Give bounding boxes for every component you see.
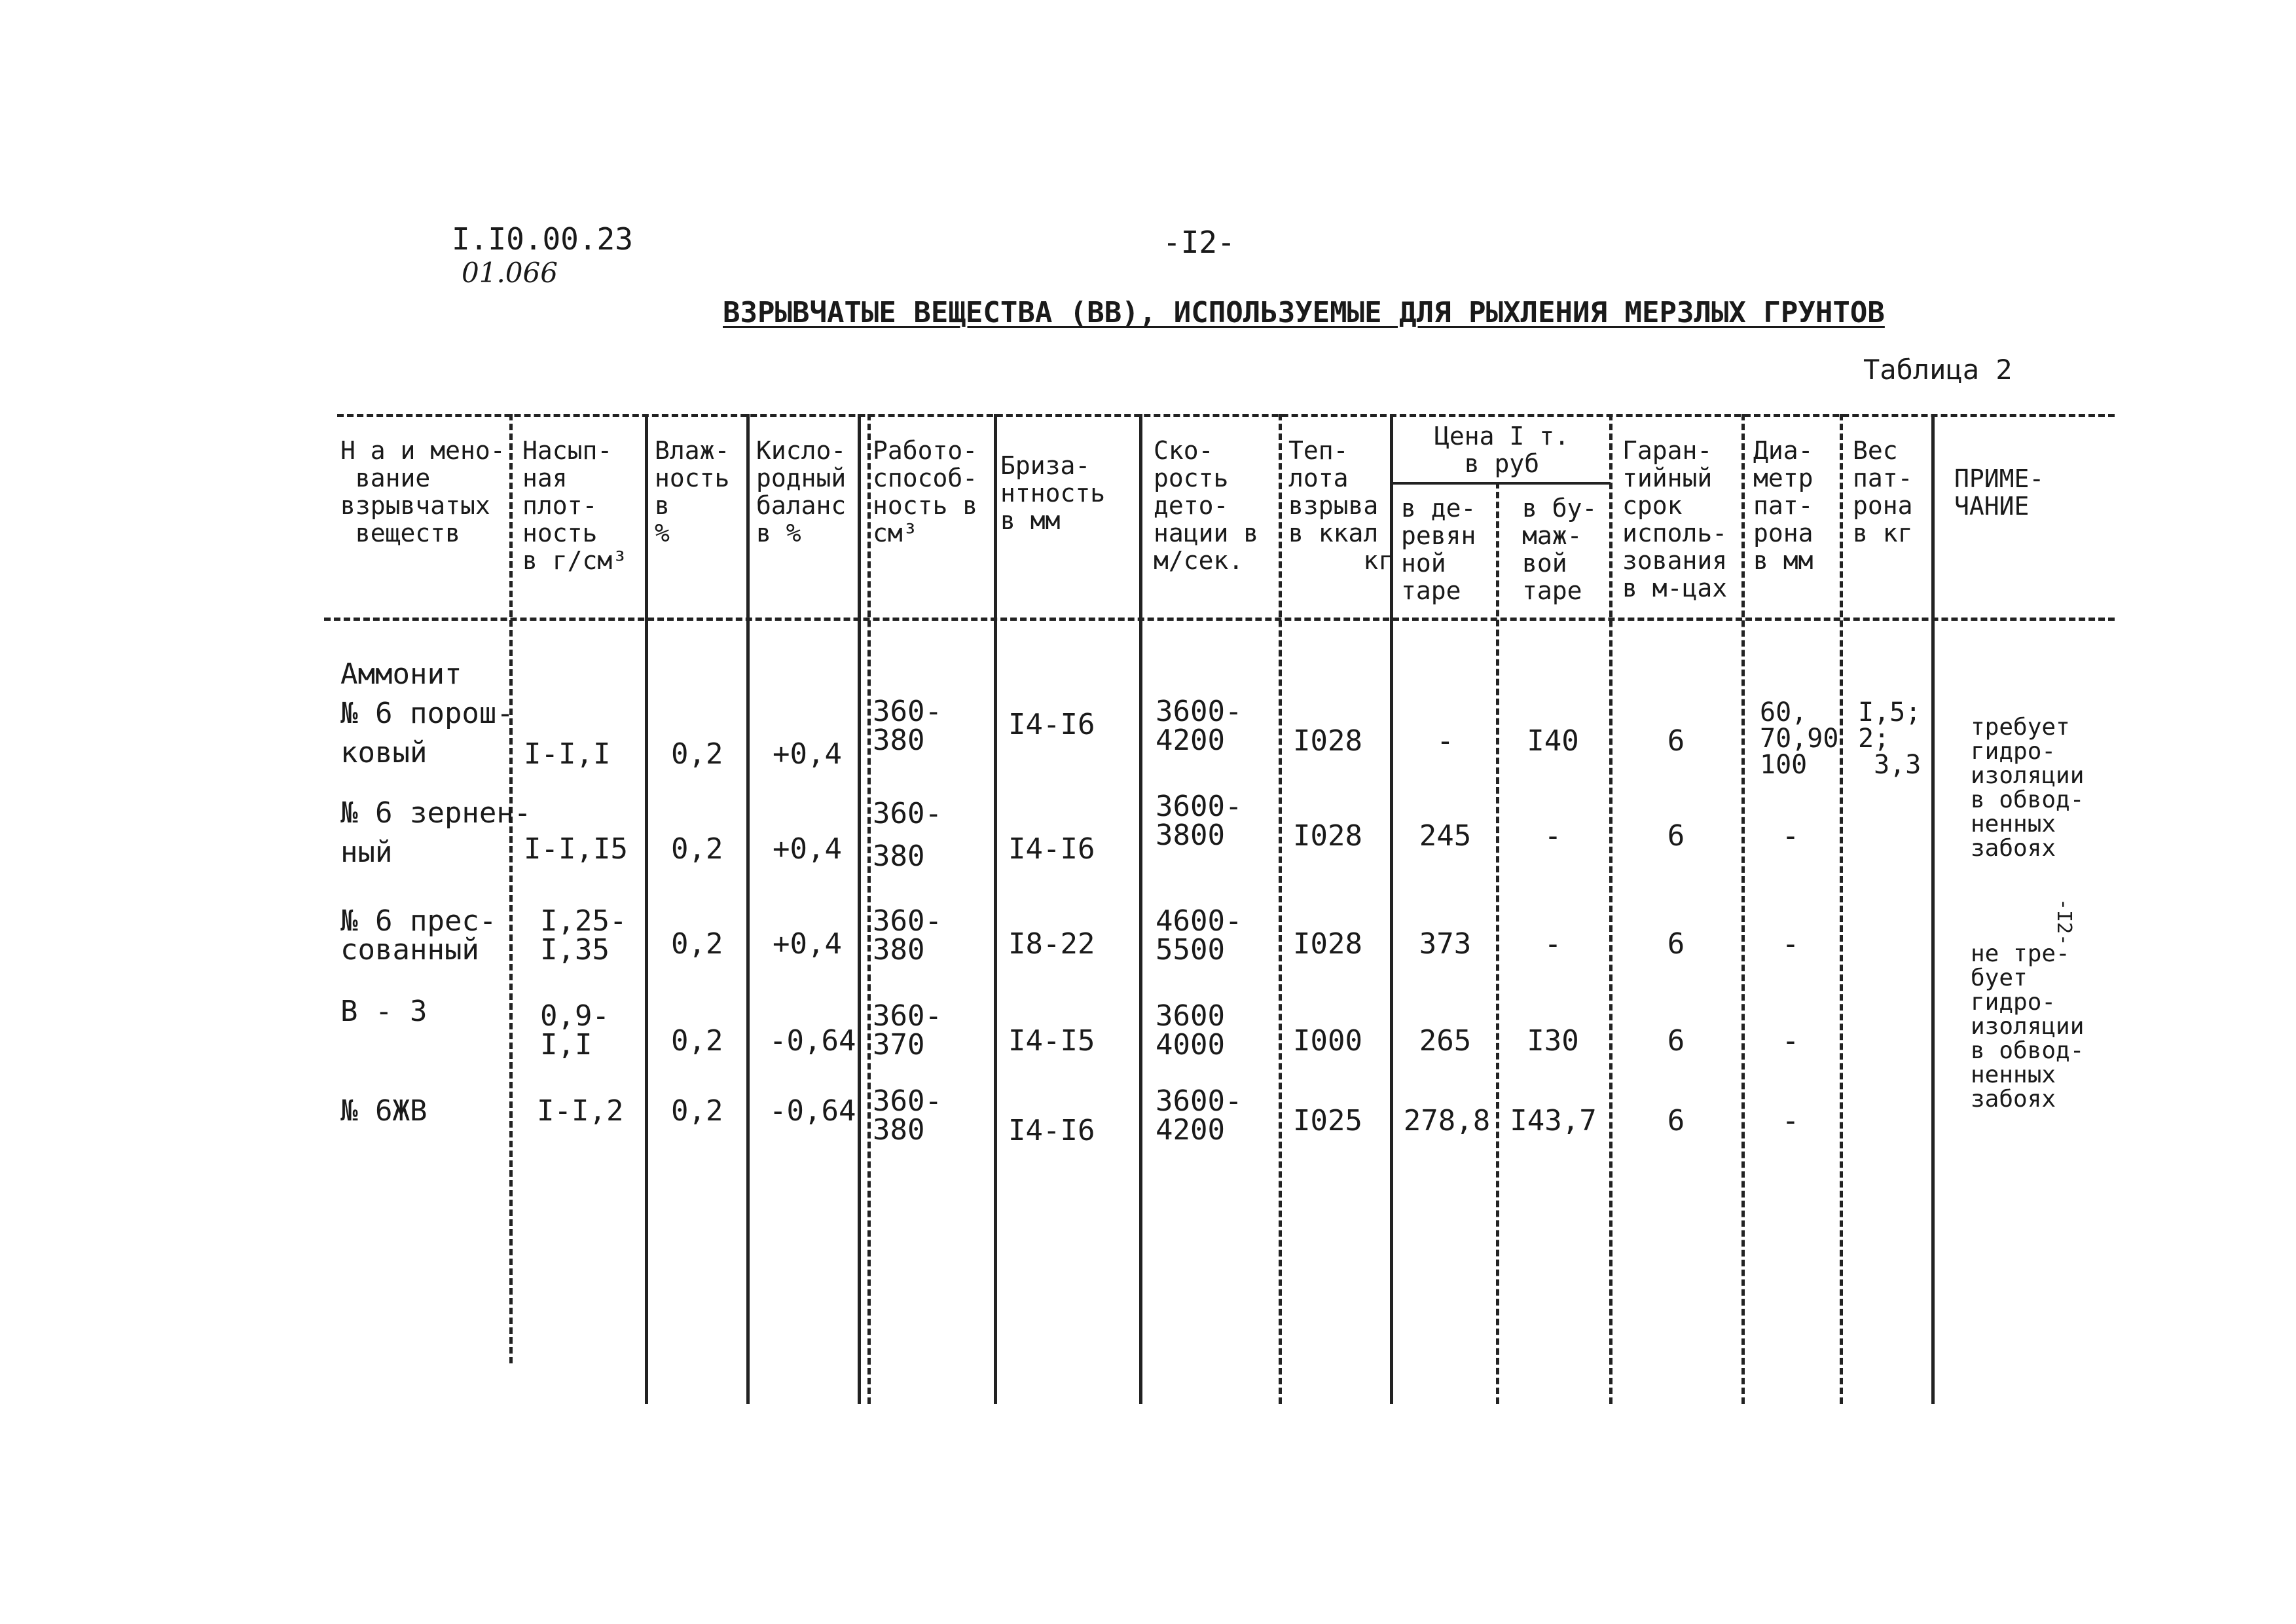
- cell-velocity: 3600- 4200: [1156, 1084, 1243, 1147]
- cell-brisance: I4-I5: [1008, 1024, 1095, 1058]
- col-divider-11: [1741, 414, 1745, 1404]
- col-divider-2: [645, 414, 648, 1404]
- cell-brisance: I4-I6: [1008, 1114, 1095, 1147]
- cell-density: 0,9- I,I: [540, 999, 610, 1061]
- cell-moisture: 0,2: [671, 1024, 723, 1058]
- header-cartridge-weight: Вес пат- рона в кг: [1853, 436, 1913, 547]
- cell-velocity: 3600- 3800: [1156, 790, 1243, 852]
- table-top-rule: [337, 414, 2115, 417]
- cell-heat: I028: [1293, 724, 1362, 758]
- note-no-insulation: не тре- бует гидро- изоляции в обвод- ненных забоях: [1971, 940, 2085, 1113]
- cell-price-paper: I30: [1527, 1024, 1579, 1058]
- cell-price-wooden: 373: [1419, 927, 1472, 961]
- cell-heat: I028: [1293, 819, 1362, 853]
- header-warranty: Гаран- тийный срок исполь- зования в м-цах: [1622, 436, 1728, 602]
- cell-price-paper: I40: [1527, 724, 1579, 758]
- header-price-paper: в бу- маж- вой таре: [1522, 494, 1597, 605]
- cell-oxygen: +0,4: [773, 927, 842, 961]
- col-divider-10: [1609, 414, 1613, 1404]
- cell-weight: I,5; 2; 3,3: [1858, 697, 1922, 780]
- cell-price-paper: -: [1544, 819, 1562, 853]
- price-group-rule: [1393, 482, 1611, 485]
- header-oxygen-balance: Кисло- родный баланс в %: [756, 436, 847, 547]
- cell-density: I-I,I5: [524, 832, 628, 866]
- cell-velocity: 3600 4000: [1156, 999, 1225, 1061]
- cell-oxygen: +0,4: [773, 737, 842, 771]
- cell-brisance: I4-I6: [1008, 708, 1095, 741]
- margin-page-mark: -I2-: [2052, 898, 2075, 946]
- cell-velocity: 3600- 4200: [1156, 695, 1243, 757]
- cell-brisance: I4-I6: [1008, 832, 1095, 866]
- cell-warranty: 6: [1667, 927, 1685, 961]
- col-divider-4: [858, 414, 861, 1404]
- cell-oxygen: -0,64: [769, 1024, 856, 1058]
- cell-price-paper: I43,7: [1510, 1104, 1597, 1137]
- col-divider-3: [746, 414, 750, 1404]
- cell-diameter: -: [1781, 819, 1800, 853]
- cell-moisture: 0,2: [671, 1094, 723, 1128]
- col-divider-4b: [867, 414, 871, 1404]
- col-divider-13: [1931, 414, 1935, 1404]
- header-name: Н а и мено- вание взрывчатых веществ: [340, 436, 505, 547]
- document-title: ВЗРЫВЧАТЫЕ ВЕЩЕСТВА (ВВ), ИСПОЛЬЗУЕМЫЕ ДЛЯ РЫХЛЕНИЯ МЕРЗЛЫХ ГРУНТОВ: [723, 296, 1885, 329]
- header-detonation-velocity: Ско- рость дето- нации в м/сек.: [1154, 436, 1259, 575]
- cell-diameter: -: [1781, 927, 1800, 961]
- cell-work: 360- 370: [873, 999, 942, 1061]
- cell-price-wooden: 265: [1419, 1024, 1472, 1058]
- cell-price-wooden: 245: [1419, 819, 1472, 853]
- cell-diameter: 60, 70,90 100: [1760, 697, 1839, 780]
- col-divider-9: [1496, 482, 1499, 1404]
- handwritten-code: 01.066: [462, 257, 558, 289]
- table-label: Таблица 2: [1863, 354, 2013, 386]
- cell-warranty: 6: [1667, 724, 1685, 758]
- cell-brisance: I8-22: [1008, 927, 1095, 961]
- cell-price-wooden: -: [1436, 724, 1454, 758]
- col-divider-12: [1840, 414, 1843, 1404]
- cell-moisture: 0,2: [671, 832, 723, 866]
- header-bottom-rule: [324, 618, 2115, 621]
- col-divider-6: [1139, 414, 1142, 1404]
- cell-moisture: 0,2: [671, 737, 723, 771]
- cell-name: В - 3: [340, 995, 428, 1028]
- cell-work: 360- 380: [873, 904, 942, 967]
- header-price-wooden: в де- ревян ной таре: [1401, 494, 1476, 605]
- header-explosion-heat: Теп- лота взрыва в ккал кг: [1288, 436, 1394, 575]
- header-price-group: Цена I т. в руб: [1434, 422, 1569, 478]
- cell-oxygen: -0,64: [769, 1094, 856, 1128]
- cell-work: 360- 380: [873, 1084, 942, 1147]
- header-moisture: Влаж- ность в %: [655, 436, 730, 547]
- header-brisance: Бриза- нтность в мм: [1000, 451, 1106, 535]
- cell-velocity: 4600- 5500: [1156, 904, 1243, 967]
- cell-name: Аммонит № 6 порош- ковый: [340, 657, 514, 769]
- cell-price-wooden: 278,8: [1403, 1104, 1491, 1137]
- cell-heat: I025: [1293, 1104, 1362, 1137]
- cell-density: I-I,2: [537, 1094, 624, 1128]
- cell-name: № 6 прес- сованный: [340, 904, 497, 967]
- document-code: I.I0.00.23: [452, 221, 633, 257]
- cell-heat: I028: [1293, 927, 1362, 961]
- cell-moisture: 0,2: [671, 927, 723, 961]
- cell-name: № 6 зернен- ный: [340, 796, 532, 869]
- header-density: Насып- ная плот- ность в г/см³: [522, 436, 628, 575]
- cell-price-paper: -: [1544, 927, 1562, 961]
- col-divider-7: [1279, 414, 1282, 1404]
- page-number: -I2-: [1163, 225, 1235, 260]
- header-work-capacity: Работо- способ- ность в см³: [873, 436, 978, 547]
- col-divider-1: [509, 414, 513, 1363]
- col-divider-5: [994, 414, 997, 1404]
- header-note: ПРИМЕ- ЧАНИЕ: [1954, 464, 2045, 521]
- cell-density: I-I,I: [524, 737, 611, 771]
- note-requires-insulation: требует гидро- изоляции в обвод- ненных забоях: [1971, 714, 2085, 862]
- cell-oxygen: +0,4: [773, 832, 842, 866]
- cell-heat: I000: [1293, 1024, 1362, 1058]
- cell-density: I,25- I,35: [540, 904, 627, 967]
- cell-warranty: 6: [1667, 819, 1685, 853]
- cell-work: 360- 380: [873, 797, 942, 873]
- cell-warranty: 6: [1667, 1024, 1685, 1058]
- cell-name: № 6ЖВ: [340, 1094, 428, 1128]
- cell-work: 360- 380: [873, 695, 942, 757]
- cell-warranty: 6: [1667, 1104, 1685, 1137]
- cell-diameter: -: [1781, 1104, 1800, 1137]
- header-cartridge-diameter: Диа- метр пат- рона в мм: [1753, 436, 1813, 575]
- cell-diameter: -: [1781, 1024, 1800, 1058]
